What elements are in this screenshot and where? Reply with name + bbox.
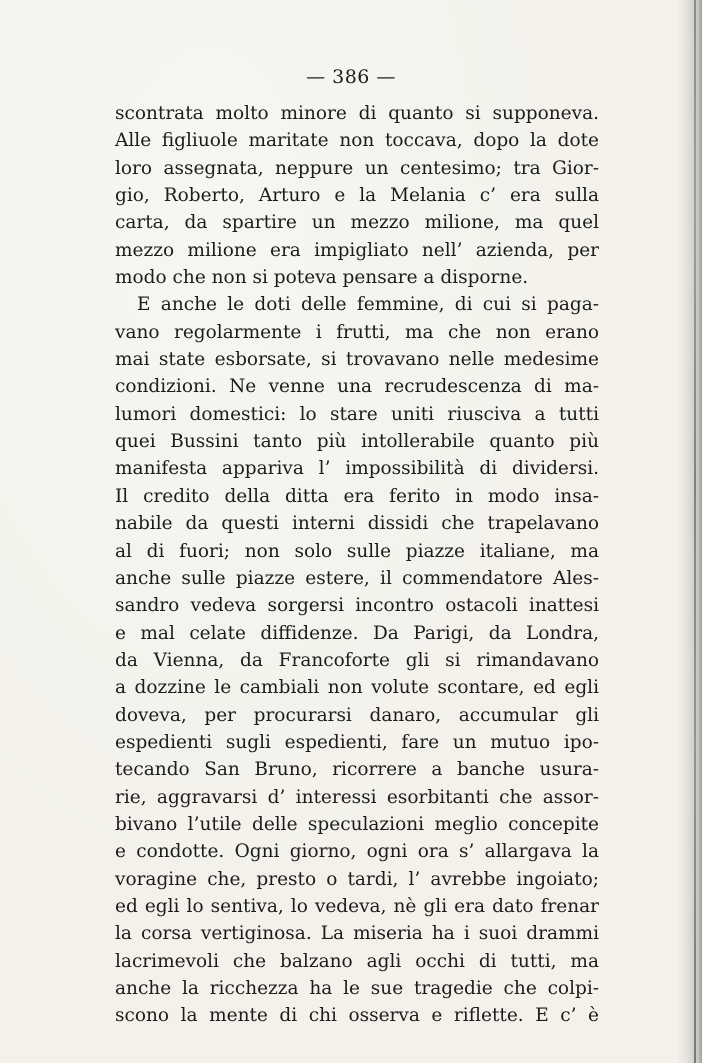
text-line: Alle figliuole maritate non toccava, dopo la dote	[115, 130, 599, 152]
text-line: sandro vedeva sorgersi incontro ostacoli inattesi	[115, 595, 599, 617]
text-line: modo che non si poteva pensare a disporne.	[115, 267, 529, 289]
text-line: voragine che, presto o tardi, l’ avrebbe ingoiato;	[115, 868, 599, 890]
text-line: mai state esborsate, si trovavano nelle medesime	[115, 349, 599, 371]
text-line: E anche le doti delle femmine, di cui si paga-	[137, 294, 599, 316]
text-line: mezzo milione era impigliato nell’ azienda, per	[115, 239, 599, 261]
text-line: anche la ricchezza ha le sue tragedie che colpi-	[115, 978, 599, 999]
text-line: bivano l’utile delle speculazioni meglio concepite	[115, 813, 599, 835]
text-line: doveva, per procurarsi danaro, accumular gli	[115, 704, 599, 726]
text-line: al di fuori; non solo sulle piazze italiane, ma	[115, 540, 599, 562]
binding-edge	[694, 0, 696, 1063]
text-line: tecando San Bruno, ricorrere a banche usura-	[115, 759, 599, 781]
text-line: carta, da spartire un mezzo milione, ma quel	[115, 212, 599, 234]
text-line: lumori domestici: lo stare uniti riusciva a tutti	[115, 403, 599, 425]
text-line: nabile da questi interni dissidi che trapelavano	[115, 513, 599, 535]
text-line: rie, aggravarsi d’ interessi esorbitanti che assor-	[115, 786, 599, 808]
text-line: da Vienna, da Francoforte gli si rimandavano	[115, 649, 599, 671]
text-line: gio, Roberto, Arturo e la Melania c’ era sulla	[115, 185, 599, 207]
text-line: espedienti sugli espedienti, fare un mutuo ipo-	[115, 731, 599, 753]
text-line: vano regolarmente i frutti, ma che non erano	[115, 321, 599, 343]
text-line: anche sulle piazze estere, il commendatore Ales-	[115, 567, 599, 589]
text-line: quei Bussini tanto più intollerabile quanto più	[115, 431, 599, 453]
text-line: e condotte. Ogni giorno, ogni ora s’ allargava la	[115, 841, 599, 863]
text-line: a dozzine le cambiali non volute scontare, ed egli	[115, 677, 599, 699]
page-number: — 386 —	[306, 66, 396, 88]
text-line: manifesta appariva l’ impossibilità di dividersi.	[115, 458, 599, 480]
text-line: e mal celate diffidenze. Da Parigi, da Londra,	[115, 622, 599, 644]
text-line: scono la mente di chi osserva e riflette. E c’ è	[115, 1005, 599, 1027]
body-text	[115, 100, 599, 1030]
text-line: lacrimevoli che balzano agli occhi di tutti, ma	[115, 950, 599, 972]
text-line: condizioni. Ne venne una recrudescenza di ma-	[115, 376, 599, 398]
text-line: Il credito della ditta era ferito in modo insa-	[115, 485, 599, 507]
text-line: ed egli lo sentiva, lo vedeva, nè gli era dato frenar	[115, 895, 599, 917]
text-line: la corsa vertiginosa. La miseria ha i suoi drammi	[115, 923, 599, 945]
page-edge-shadow	[676, 0, 702, 1063]
text-line: loro assegnata, neppure un centesimo; tra Gior-	[115, 157, 599, 179]
text-line: scontrata molto minore di quanto si supponeva.	[115, 103, 599, 124]
